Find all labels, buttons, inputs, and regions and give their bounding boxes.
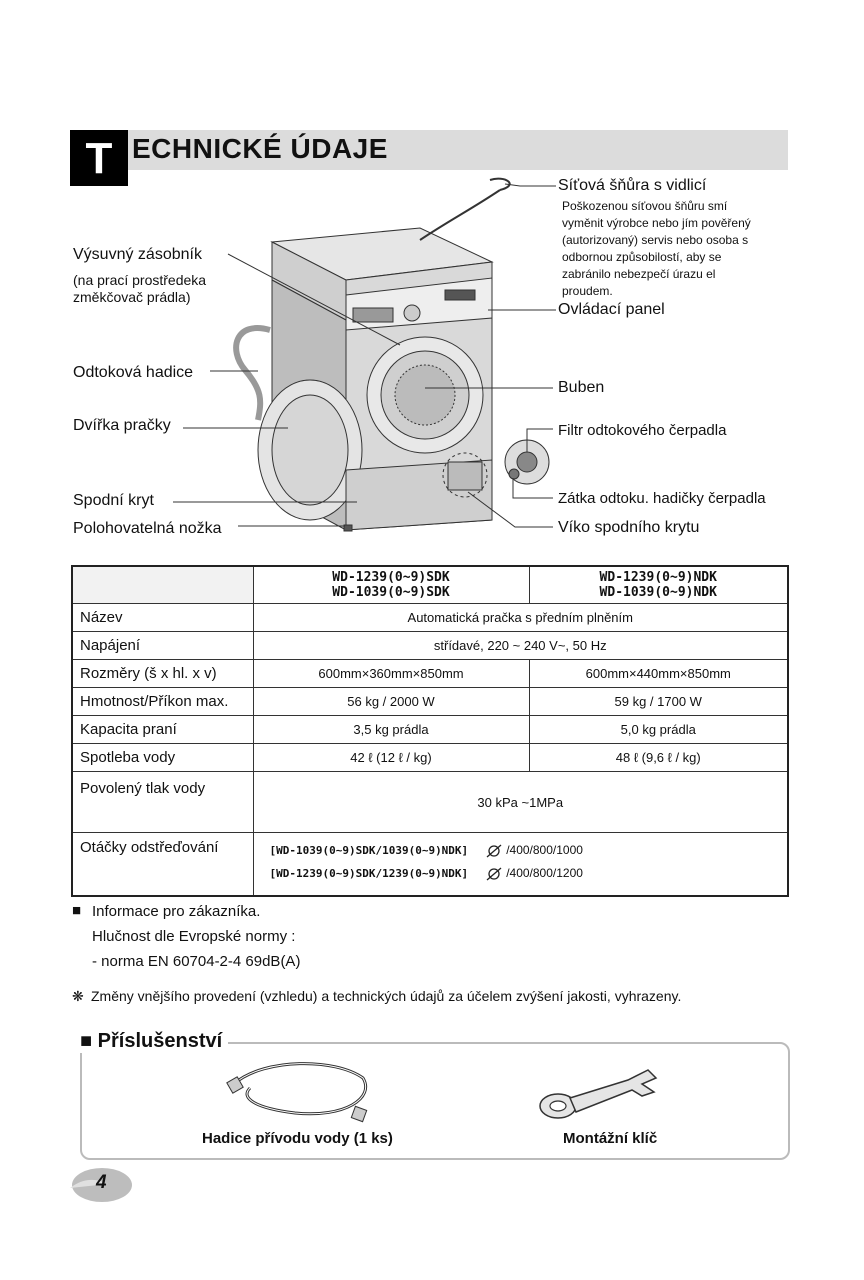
row-label: Povolený tlak vody xyxy=(72,772,253,833)
hose-label: Hadice přívodu vody (1 ks) xyxy=(202,1130,393,1147)
rpm-model: [WD-1239(0~9)SDK/1239(0~9)NDK] xyxy=(269,867,469,880)
table-row xyxy=(72,688,788,716)
accessories-box xyxy=(80,1042,790,1160)
label-drawer: Výsuvný zásobník xyxy=(73,246,202,263)
row-value: 42 ℓ (12 ℓ / kg) xyxy=(253,744,529,772)
rpm-model: [WD-1039(0~9)SDK/1039(0~9)NDK] xyxy=(269,844,469,857)
row-label: Spotleba vody xyxy=(72,744,253,772)
row-label: Hmotnost/Příkon max. xyxy=(72,688,253,716)
spin-icon xyxy=(485,867,503,881)
rpm-values xyxy=(253,833,788,897)
cord-note-line: odbornou způsobilostí, aby se xyxy=(562,250,722,264)
row-value: 56 kg / 2000 W xyxy=(253,688,529,716)
table-row xyxy=(72,604,788,632)
row-value: Automatická pračka s předním plněním xyxy=(253,604,788,632)
label-drawer-note-1: (na prací prostředeka xyxy=(73,272,207,288)
model-name: WD-1239(0~9)SDK xyxy=(332,570,450,585)
row-label: Otáčky odstřeďování xyxy=(72,833,253,897)
row-label: Kapacita praní xyxy=(72,716,253,744)
accessories-title: Příslušenství xyxy=(97,1030,223,1052)
model-column-1 xyxy=(253,566,529,604)
label-door: Dvířka pračky xyxy=(73,417,171,434)
cord-note-line: vyměnit výrobce nebo jím pověřený xyxy=(562,216,751,230)
info-bullet: ■ xyxy=(72,902,82,919)
row-value: 30 kPa ~1MPa xyxy=(253,772,788,833)
page-title: ECHNICKÉ ÚDAJE xyxy=(132,133,388,164)
rpm-value: /400/800/1200 xyxy=(506,866,583,880)
cord-note-line: Poškozenou síťovou šňůru smí xyxy=(562,199,728,213)
label-drum: Buben xyxy=(558,379,605,396)
row-label: Napájení xyxy=(72,632,253,660)
label-drain-plug: Zátka odtoku. hadičky čerpadla xyxy=(558,490,766,507)
row-value: 600mm×440mm×850mm xyxy=(529,660,788,688)
row-value: střídavé, 220 ~ 240 V~, 50 Hz xyxy=(253,632,788,660)
power-cord-note xyxy=(562,198,782,300)
row-label: Název xyxy=(72,604,253,632)
table-row xyxy=(72,833,788,897)
info-norm: - norma EN 60704-2-4 69dB(A) xyxy=(92,953,301,970)
label-lower-cover: Spodní kryt xyxy=(73,492,154,509)
cord-note-line: zabránilo nebezpečí úrazu el xyxy=(562,267,716,281)
wrench-label: Montážní klíč xyxy=(563,1130,658,1147)
spec-table xyxy=(71,565,789,897)
row-value: 3,5 kg prádla xyxy=(253,716,529,744)
table-header-row xyxy=(72,566,788,604)
title-initial: T xyxy=(70,130,128,186)
row-value: 600mm×360mm×850mm xyxy=(253,660,529,688)
model-name: WD-1239(0~9)NDK xyxy=(599,570,717,585)
cord-note-line: (autorizovaný) servis nebo osoba s xyxy=(562,233,749,247)
change-note: Změny vnějšího provedení (vzhledu) a technických údajů za účelem zvýšení jakosti, vyhrazeny. xyxy=(91,988,682,1004)
table-corner xyxy=(72,566,253,604)
rpm-value: /400/800/1000 xyxy=(506,843,583,857)
row-value: 5,0 kg prádla xyxy=(529,716,788,744)
label-bottom-cover-lid: Víko spodního krytu xyxy=(558,519,700,536)
info-noise: Hlučnost dle Evropské normy : xyxy=(92,928,296,945)
label-drawer-note-2: změkčovač prádla) xyxy=(73,289,191,305)
label-pump-filter: Filtr odtokového čerpadla xyxy=(558,422,727,439)
accessories-bullet: ■ xyxy=(80,1030,93,1052)
model-name: WD-1039(0~9)SDK xyxy=(332,585,450,600)
label-drain-hose: Odtoková hadice xyxy=(73,364,194,381)
row-value: 48 ℓ (9,6 ℓ / kg) xyxy=(529,744,788,772)
page-number: 4 xyxy=(96,1172,107,1193)
water-hose-image xyxy=(225,1053,375,1125)
wrench-image xyxy=(536,1066,662,1122)
model-name: WD-1039(0~9)NDK xyxy=(599,585,717,600)
table-row xyxy=(72,716,788,744)
accessories-heading xyxy=(80,1030,228,1053)
table-row xyxy=(72,632,788,660)
table-row xyxy=(72,744,788,772)
spin-icon xyxy=(485,844,503,858)
row-label: Rozměry (š x hl. x v) xyxy=(72,660,253,688)
label-adjustable-foot: Polohovatelná nožka xyxy=(73,520,222,537)
row-value: 59 kg / 1700 W xyxy=(529,688,788,716)
cord-note-line: proudem. xyxy=(562,284,613,298)
label-power-cord: Síťová šňůra s vidlicí xyxy=(558,177,707,194)
table-row xyxy=(72,772,788,833)
table-row xyxy=(72,660,788,688)
model-column-2 xyxy=(529,566,788,604)
info-heading: Informace pro zákazníka. xyxy=(92,903,261,920)
note-symbol: ❋ xyxy=(72,988,84,1004)
label-control-panel: Ovládací panel xyxy=(558,301,665,318)
